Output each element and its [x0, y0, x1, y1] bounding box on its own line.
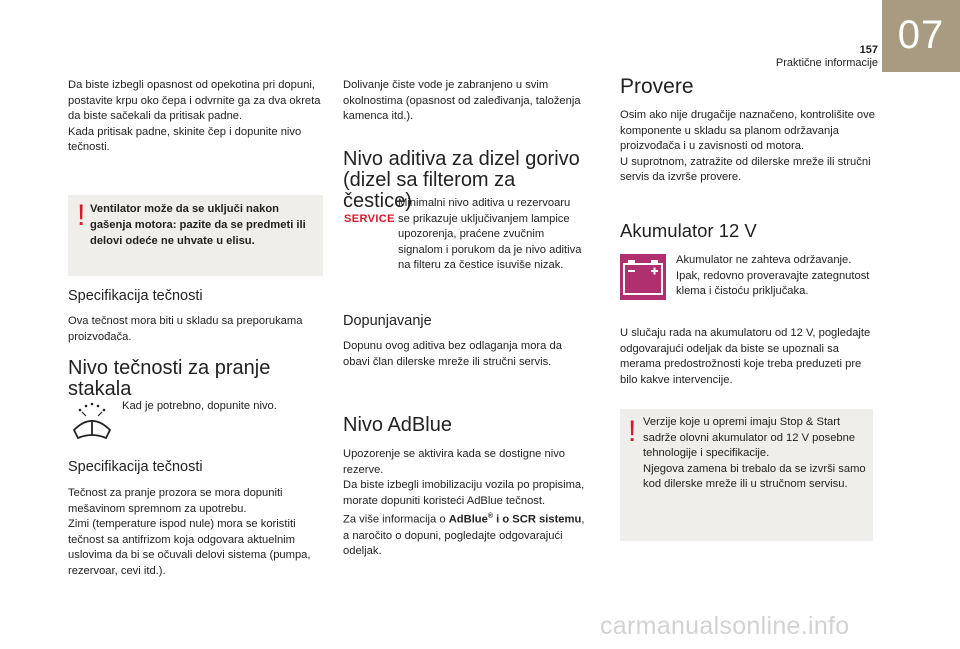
warning-box: [68, 195, 323, 276]
additive-text: Minimalni nivo aditiva u rezervoaru se prikazuje uključivanjem lampice upozorenja, praćene zvučnim signalom i porukom da je nivo aditiva na filteru za čestice isuviše nizak.: [398, 197, 582, 272]
adblue-term: AdBlue: [448, 514, 488, 527]
spec-paragraph: Tečnost za pranje prozora se mora dopuniti mešavinom spremnom za upotrebu.: [68, 487, 283, 515]
warning-paragraph: Verzije koje u opremi imaju Stop & Start sadrže olovni akumulator od 12 V posebne tehnologije i specifikacije.: [643, 416, 856, 460]
checks-paragraph: Osim ako nije drugačije naznačeno, kontrolišite ove komponente u skladu sa planom održavanja proizvođača i u zavisnosti od motora.: [620, 109, 875, 153]
spec-text: Ova tečnost mora biti u skladu sa preporukama proizvođača.: [68, 315, 303, 343]
washer-text: Kad je potrebno, dopunite nivo.: [122, 400, 277, 412]
windscreen-washer-icon: [68, 400, 116, 444]
warning-text: Ventilator može da se uključi nakon gašenja motora: pazite da se predmeti ili delovi odeće ne uhvate u elisu.: [90, 203, 306, 248]
adblue-paragraph-2: Da biste izbegli imobilizaciju vozila po propisima, morate dopuniti koristeći AdBlue tečnost.: [343, 479, 585, 507]
warning-exclamation-icon: !: [77, 199, 86, 232]
adblue-paragraph: Upozorenje se aktivira kada se dostigne nivo rezerve.: [343, 448, 566, 476]
registered-mark: ®: [487, 513, 494, 521]
chapter-tab: 07: [882, 0, 960, 72]
intro-paragraph: Dolivanje čiste vode je zabranjeno u svim okolnostima (opasnost od zaleđivanja, taloženja kamenca itd.).: [343, 79, 581, 123]
section-heading: Dopunjavanje: [343, 313, 432, 329]
intro-paragraph: Da biste izbegli opasnost od opekotina pri dopuni, postavite krpu oko čepa i odvrnite ga za dva okreta da biste sačekali da pritisak padne.: [68, 79, 321, 123]
intro-paragraph-2: Kada pritisak padne, skinite čep i dopunite nivo tečnosti.: [68, 125, 302, 154]
refill-text: Dopunu ovog aditiva bez odlaganja mora da obavi član dilerske mreže ili stručni servis.: [343, 340, 562, 368]
warning-paragraph-2: Njegova zamena bi trebalo da se izvrši samo kod dilerske mreže ili u stručnom servisu.: [643, 462, 866, 491]
section-heading: Provere: [620, 75, 694, 98]
section-heading: Nivo AdBlue: [343, 414, 452, 436]
adblue-text: Za više informacija o: [343, 514, 449, 527]
battery-icon: [620, 254, 666, 300]
section-heading: Specifikacija tečnosti: [68, 288, 203, 304]
battery-text: Akumulator ne zahteva održavanje. Ipak, redovno proveravajte zategnutost klema i čistoću priključaka.: [676, 254, 870, 298]
adblue-paragraph-3: [343, 509, 587, 560]
section-title: Praktične informacije: [775, 57, 878, 69]
scr-term: i o SCR sistemu: [493, 514, 582, 527]
section-heading: Specifikacija tečnosti: [68, 459, 203, 475]
warning-box: [620, 409, 873, 541]
spec-paragraph-2: Zimi (temperature ispod nule) mora se koristiti tečnost sa antifrizom koja odgovara aktuelnim uslovima da bi se očuvali delovi sistema (pumpa, rezervoar, cevi itd.).: [68, 518, 311, 577]
page-number: 157: [859, 44, 878, 56]
adblue-text-end: , a naročito o dopuni, pogledajte odgovarajući odeljak.: [343, 514, 585, 558]
battery-paragraph: U slučaju rada na akumulatoru od 12 V, pogledajte odgovarajući odeljak da biste se upoznali sa merama predostrožnosti koje treba preduzeti pre bilo kakve intervencije.: [620, 327, 871, 386]
column-1: [68, 78, 324, 156]
checks-paragraph-2: U suprotnom, zatražite od dilerske mreže ili stručni servis da izvrše provere.: [620, 155, 871, 184]
warning-exclamation-icon: !: [628, 415, 637, 448]
section-heading: Nivo tečnosti za pranje stakala: [68, 357, 271, 400]
service-icon: SERVICE: [344, 213, 395, 225]
watermark: carmanualsonline.info: [600, 612, 850, 640]
section-heading: Nivo aditiva za dizel gorivo (dizel sa filterom za čestice): [343, 148, 580, 212]
section-heading: Akumulator 12 V: [620, 220, 757, 241]
